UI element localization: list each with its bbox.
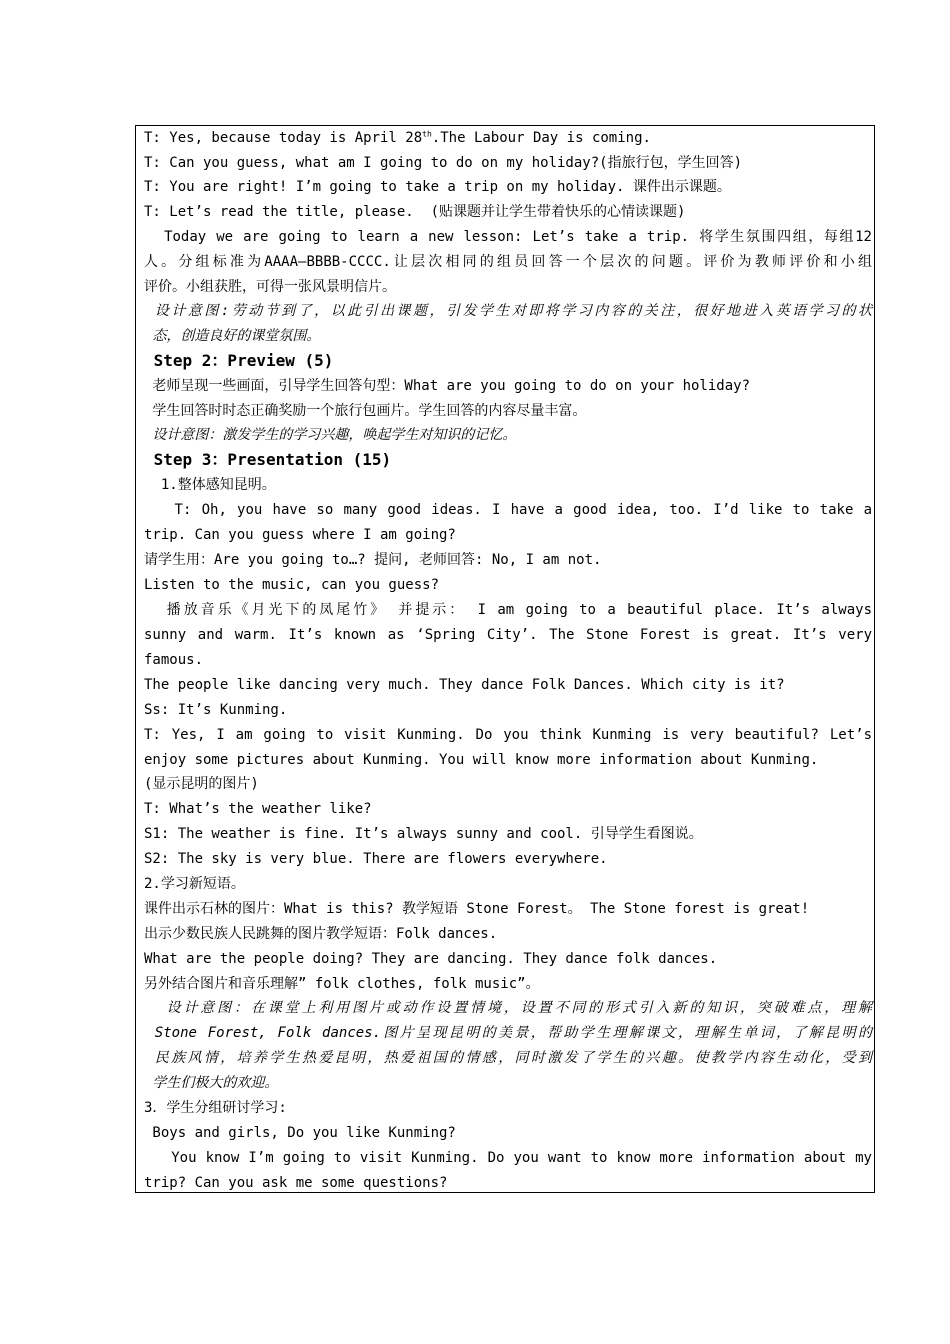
text-line: 1.整体感知昆明。 xyxy=(144,477,276,493)
text-line: T: Can you guess, what am I going to do on my holiday?(指旅行包，学生回答) xyxy=(144,155,743,171)
text-line: T: Let’s read the title, please. (贴课题并让学生带着快乐的心情读课题) xyxy=(144,204,686,220)
text-line: Ss: It’s Kunming. xyxy=(144,702,288,718)
text-line: 老师呈现一些画面，引导学生回答句型：What are you going to do on your holiday? xyxy=(144,378,751,394)
design-intent-text: 设计意图：激发学生的学习兴趣，唤起学生对知识的记忆。 xyxy=(144,427,517,443)
text-line: 课件出示石林的图片：What is this? 教学短语 Stone Forest。 The Stone forest is great! xyxy=(144,901,810,917)
text-line: What are the people doing? They are dancing. They dance folk dances. xyxy=(144,951,718,967)
text-line: Boys and girls, Do you like Kunming? xyxy=(144,1125,456,1141)
design-intent-text: 设计意图:劳动节到了，以此引出课题，引发学生对即将学习内容的关注，很好地进入英语学习的状 xyxy=(144,303,872,319)
text-line: 请学生用：Are you going to…? 提问, 老师回答: No, I am not. xyxy=(144,552,602,568)
text-line: trip? Can you ask me some questions? xyxy=(144,1175,448,1191)
text-line: S1: The weather is fine. It’s always sunny and cool. 引导学生看图说。 xyxy=(144,826,703,842)
text-line: (显示昆明的图片) xyxy=(144,776,259,792)
text-line: 人。分组标准为AAAA—BBBB-CCCC.让层次相同的组员回答一个层次的问题。评价为教师评价和小组 xyxy=(144,254,872,270)
text-line: Today we are going to learn a new lesson: Let’s take a trip. 将学生氛围四组，每组12 xyxy=(144,229,872,245)
text-line: T: Yes, I am going to visit Kunming. Do you think Kunming is very beautiful? Let’s xyxy=(144,727,872,743)
text-line: The people like dancing very much. They dance Folk Dances. Which city is it? xyxy=(144,677,785,693)
text-line: 播放音乐《月光下的凤尾竹》 并提示： I am going to a beautiful place. It’s always xyxy=(144,602,872,618)
text-line: S2: The sky is very blue. There are flowers everywhere. xyxy=(144,851,608,867)
step-heading: Step 3：Presentation (15) xyxy=(144,450,392,469)
text-line: enjoy some pictures about Kunming. You will know more information about Kunming. xyxy=(144,752,819,768)
text-line: T: What’s the weather like? xyxy=(144,801,372,817)
text-line: T: Yes, because today is April 28th.The Labour Day is coming. xyxy=(144,129,651,146)
design-intent-text: 学生们极大的欢迎。 xyxy=(144,1075,279,1091)
text-line: 3．学生分组研讨学习: xyxy=(144,1100,287,1116)
text-line: 学生回答时时态正确奖励一个旅行包画片。学生回答的内容尽量丰富。 xyxy=(144,403,587,419)
text-line: trip. Can you guess where I am going? xyxy=(144,527,456,543)
text-line: 评价。小组获胜，可得一张风景明信片。 xyxy=(144,279,396,295)
text-line: sunny and warm. It’s known as ‘Spring City’. The Stone Forest is great. It’s very xyxy=(144,627,872,643)
design-intent-text: 设计意图：在课堂上利用图片或动作设置情境，设置不同的形式引入新的知识，突破难点，理解 xyxy=(144,1000,872,1016)
text-line: You know I’m going to visit Kunming. Do you want to know more information about my xyxy=(144,1150,872,1166)
text-line: famous. xyxy=(144,652,204,668)
text-line: T: You are right! I’m going to take a trip on my holiday. 课件出示课题。 xyxy=(144,179,731,195)
text-line: T: Oh, you have so many good ideas. I have a good idea, too. I’d like to take a xyxy=(144,502,872,518)
text-line: 2.学习新短语。 xyxy=(144,876,245,892)
text-line: 另外结合图片和音乐理解” folk clothes, folk music”。 xyxy=(144,976,540,992)
design-intent-text: Stone Forest, Folk dances.图片呈现昆明的美景，帮助学生理解课文，理解生单词，了解昆明的 xyxy=(144,1025,872,1041)
step-heading: Step 2：Preview (5) xyxy=(144,351,334,370)
design-intent-text: 民族风情，培养学生热爱昆明，热爱祖国的情感，同时激发了学生的兴趣。使教学内容生动化，受到 xyxy=(144,1050,872,1066)
design-intent-text: 态，创造良好的课堂氛围。 xyxy=(144,328,321,344)
text-line: 出示少数民族人民跳舞的图片教学短语：Folk dances. xyxy=(144,926,498,942)
text-line: Listen to the music, can you guess? xyxy=(144,577,440,593)
